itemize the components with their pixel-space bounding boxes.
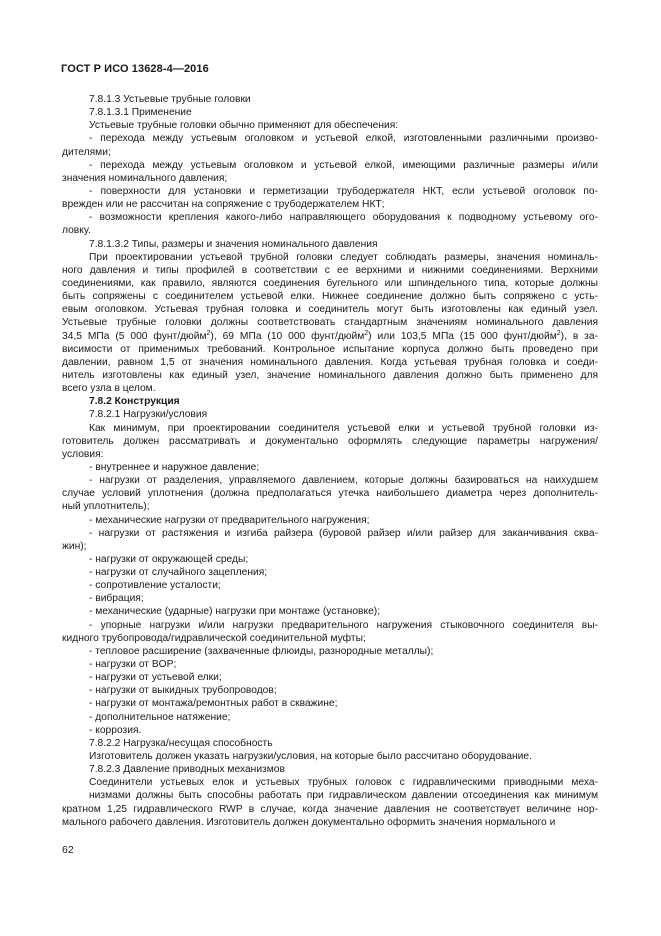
text-line: - нагрузки от монтажа/ремонтных работ в скважине;	[89, 698, 338, 710]
text-line: - нагрузки от устьевой елки;	[89, 672, 222, 684]
text-line: - поверхности для установки и герметизации трубодержателя НКТ, если устьевой оголовок по-	[89, 185, 598, 197]
document-header: ГОСТ Р ИСО 13628-4—2016	[61, 63, 209, 75]
text-line: Устьевые трубные головки должны соответствовать стандартным значениям номинального давления	[62, 317, 598, 329]
document-body	[62, 93, 598, 829]
text-line: - нагрузки от разделения, управляемого давлением, которые должны базироваться на наихудшем	[89, 475, 598, 487]
text-line: евым оголовком. Устьевая трубная головка и соединитель могут быть изготовлены как единый узел.	[62, 304, 598, 316]
text-line: - внутреннее и наружное давление;	[89, 461, 260, 473]
text-line: ный уплотнитель);	[62, 501, 150, 513]
text-run: ), 69 МПа (10 000 фунт/дюйм	[210, 330, 365, 342]
text-line: - нагрузки от случайного зацепления;	[89, 567, 268, 579]
text-run: ), в за-	[560, 330, 599, 342]
superscript: 2	[206, 329, 211, 337]
text-line: 7.8.2.2 Нагрузка/несущая способность	[89, 737, 273, 749]
text-line: Соединители устьевых елок и устьевых трубных головок с гидравлическими приводными меха-	[89, 777, 598, 789]
text-line: 7.8.2 Конструкция	[89, 396, 180, 408]
superscript: 2	[364, 329, 369, 337]
text-line: значения номинального давления;	[62, 172, 228, 184]
text-line: давлении, равном 1,5 от значения номинального давления. Когда устьевая трубная головка и соеди-	[62, 356, 598, 368]
text-line: всего узла в целом.	[62, 383, 156, 395]
text-line: готовитель должен рассматривать и документально оформлять следующие параметры нагружения/	[62, 435, 598, 447]
text-line: - возможности крепления какого-либо направляющего оборудования к подводному устьевому ого-	[89, 212, 598, 224]
text-line: случае условий уплотнения (должна предполагаться утечка наибольшего диаметра через дополнитель-	[62, 488, 598, 500]
text-line: - нагрузки от окружающей среды;	[89, 553, 249, 565]
text-line: Как минимум, при проектировании соединителя устьевой елки и устьевой трубной головки из-	[89, 422, 598, 434]
text-line: низмами должны быть способны работать при гидравлическом давлении отсоединения как минимум	[89, 790, 598, 802]
text-line: - сопротивление усталости;	[89, 580, 221, 592]
text-line: кратном 1,25 гидравлического RWP в случае, когда значение давления не соответствует величине нор-	[62, 803, 598, 815]
text-line: мального рабочего давления. Изготовитель должен документально оформить значения нормального и	[62, 816, 556, 828]
page-number: 62	[62, 844, 74, 856]
text-line: - нагрузки от растяжения и изгиба райзера (буровой райзер и/или райзер для заканчивания сква-	[89, 527, 598, 539]
text-line: 7.8.2.3 Давление приводных механизмов	[89, 764, 285, 776]
text-run: ) или 103,5 МПа (15 000 фунт/дюйм	[368, 330, 557, 342]
text-line	[62, 330, 598, 343]
text-line: 7.8.1.3.2 Типы, размеры и значения номинального давления	[89, 238, 378, 250]
text-line: - механические нагрузки от предварительного нагружения;	[89, 514, 370, 526]
text-line: висимости от применимых требований. Контрольное испытание корпуса должно быть проведено при	[62, 343, 598, 355]
text-line: условия:	[62, 448, 104, 460]
text-line: - перехода между устьевым оголовком и устьевой елкой, имеющими различные размеры и/или	[89, 159, 598, 171]
text-line: - коррозия.	[89, 724, 142, 736]
text-line: соединениями, как правило, являются соединения бугельного или шпиндельного типа, которые должны	[62, 277, 598, 289]
text-line: 7.8.2.1 Нагрузки/условия	[89, 409, 208, 421]
text-line: - тепловое расширение (захваченные флюиды, разнородные металлы);	[89, 645, 434, 657]
text-line: дителями;	[62, 146, 111, 158]
text-line: кидного трубопровода/гидравлической соединительной муфты;	[62, 632, 366, 644]
text-line: - нагрузки от BOP;	[89, 659, 177, 671]
superscript: 2	[556, 329, 561, 337]
text-line: нитель изготовлены как единый узел, значение номинального давления должно быть применено для	[62, 369, 598, 381]
text-line: ного давления и типы профилей в соответствии с ее верхними и нижними соединениями. Верхними	[62, 264, 598, 276]
text-line: быть сопряжены с соединителем устьевой елки. Нижнее соединение должно быть сопряжено с усть-	[62, 291, 598, 303]
text-line: Изготовитель должен указать нагрузки/условия, на которые было рассчитано оборудование.	[89, 751, 532, 763]
text-line: ловку.	[62, 225, 91, 237]
text-run: 34,5 МПа (5 000 фунт/дюйм	[62, 330, 207, 342]
text-line: жин);	[62, 540, 87, 552]
text-line: - нагрузки от выкидных трубопроводов;	[89, 685, 277, 697]
text-line: Устьевые трубные головки обычно применяют для обеспечения:	[89, 120, 399, 132]
text-line: 7.8.1.3 Устьевые трубные головки	[89, 94, 251, 105]
text-line: - вибрация;	[89, 593, 144, 605]
text-line: - механические (ударные) нагрузки при монтаже (установке);	[89, 606, 381, 618]
text-line: - дополнительное натяжение;	[89, 711, 231, 723]
text-line: - перехода между устьевым оголовком и устьевой елкой, изготовленными различными произво-	[89, 133, 598, 145]
text-line: врежден или не рассчитан на сопряжение с трубодержателем НКТ;	[62, 199, 385, 211]
text-line: 7.8.1.3.1 Применение	[89, 107, 192, 119]
text-line: - упорные нагрузки и/или нагрузки предварительного нагружения стыковочного соединителя вы-	[89, 619, 598, 631]
text-line: При проектировании устьевой трубной головки следует соблюдать размеры, значения номиналь-	[89, 251, 598, 263]
